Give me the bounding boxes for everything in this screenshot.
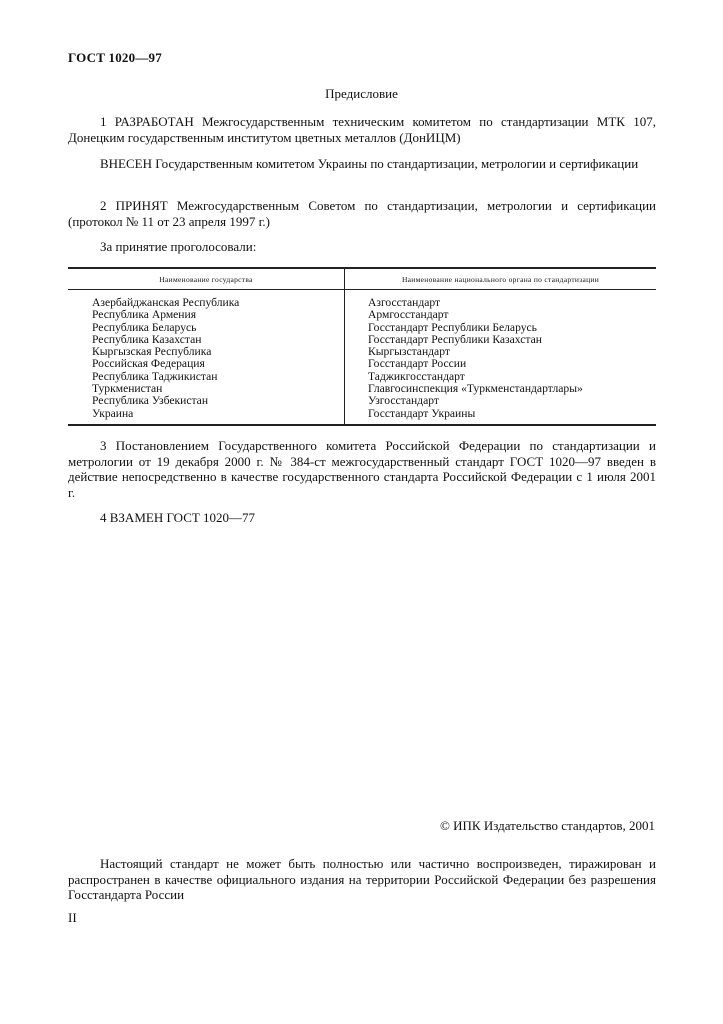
table-column-states	[92, 297, 239, 420]
table-header-row	[68, 269, 656, 290]
table-cell-body: Кыргызстандарт	[368, 345, 450, 359]
table-cell-body: Узгосстандарт	[368, 394, 439, 408]
table-cell-state: Республика Казахстан	[92, 332, 202, 346]
section-replaces: 4 ВЗАМЕН ГОСТ 1020—77	[100, 510, 256, 525]
table-cell-body: Армгосстандарт	[368, 308, 449, 322]
table-cell-body: Госстандарт Республики Беларусь	[368, 320, 537, 334]
document-code-header: ГОСТ 1020—97	[68, 50, 162, 65]
page-number: II	[68, 910, 77, 925]
table-cell-state: Республика Армения	[92, 308, 197, 322]
table-cell-state: Кыргызская Республика	[92, 345, 212, 359]
page-title: Предисловие	[325, 86, 398, 101]
table-cell-body: Азгосстандарт	[368, 296, 441, 309]
table-cell-body: Госстандарт Украины	[368, 406, 476, 420]
table-cell-state: Украина	[92, 406, 134, 420]
table-cell-body: Главгосинспекция «Туркменстандартлары»	[368, 382, 583, 396]
table-cell-state: Туркменистан	[92, 382, 163, 396]
reproduction-notice: Настоящий стандарт не может быть полностью или частично воспроизведен, тиражирован и распространен в качестве официального издания на территории Российской Федерации без разрешения Госстандарта России	[68, 856, 656, 902]
section-voted-intro: За принятие проголосовали:	[100, 239, 257, 254]
copyright-line: © ИПК Издательство стандартов, 2001	[440, 818, 655, 833]
section-introduced: ВНЕСЕН Государственным комитетом Украины по стандартизации, метрологии и сертификации	[100, 156, 639, 171]
table-cell-body: Госстандарт России	[368, 357, 467, 371]
table-header-body: Наименование национального органа по стандартизации	[401, 275, 600, 284]
table-cell-state: Республика Узбекистан	[92, 394, 209, 408]
table-cell-body: Таджикгосстандарт	[368, 369, 465, 383]
section-developed: 1 РАЗРАБОТАН Межгосударственным техническим комитетом по стандартизации МТК 107, Донецким государственным институтом цветных металлов (ДонИЦМ)	[68, 114, 656, 145]
section-adopted: 2 ПРИНЯТ Межгосударственным Советом по стандартизации, метрологии и сертификации (протокол № 11 от 23 апреля 1997 г.)	[68, 198, 656, 229]
section-enacted: 3 Постановлением Государственного комитета Российской Федерации по стандартизации и метрологии от 19 декабря 2000 г. № 384-ст межгосударственный стандарт ГОСТ 1020—97 введен в действие непосредственно в качестве государственного стандарта Российской Федерации с 1 июля 2001 г.	[68, 438, 656, 500]
table-cell-state: Российская Федерация	[92, 357, 205, 371]
voting-table	[68, 267, 656, 426]
table-cell-state: Республика Беларусь	[92, 320, 197, 334]
table-column-bodies	[368, 297, 583, 420]
table-cell-state: Азербайджанская Республика	[92, 296, 240, 309]
table-column-divider	[344, 269, 345, 424]
table-cell-body: Госстандарт Республики Казахстан	[368, 332, 542, 346]
table-cell-state: Республика Таджикистан	[92, 369, 218, 383]
table-header-state: Наименование государства	[159, 275, 253, 284]
